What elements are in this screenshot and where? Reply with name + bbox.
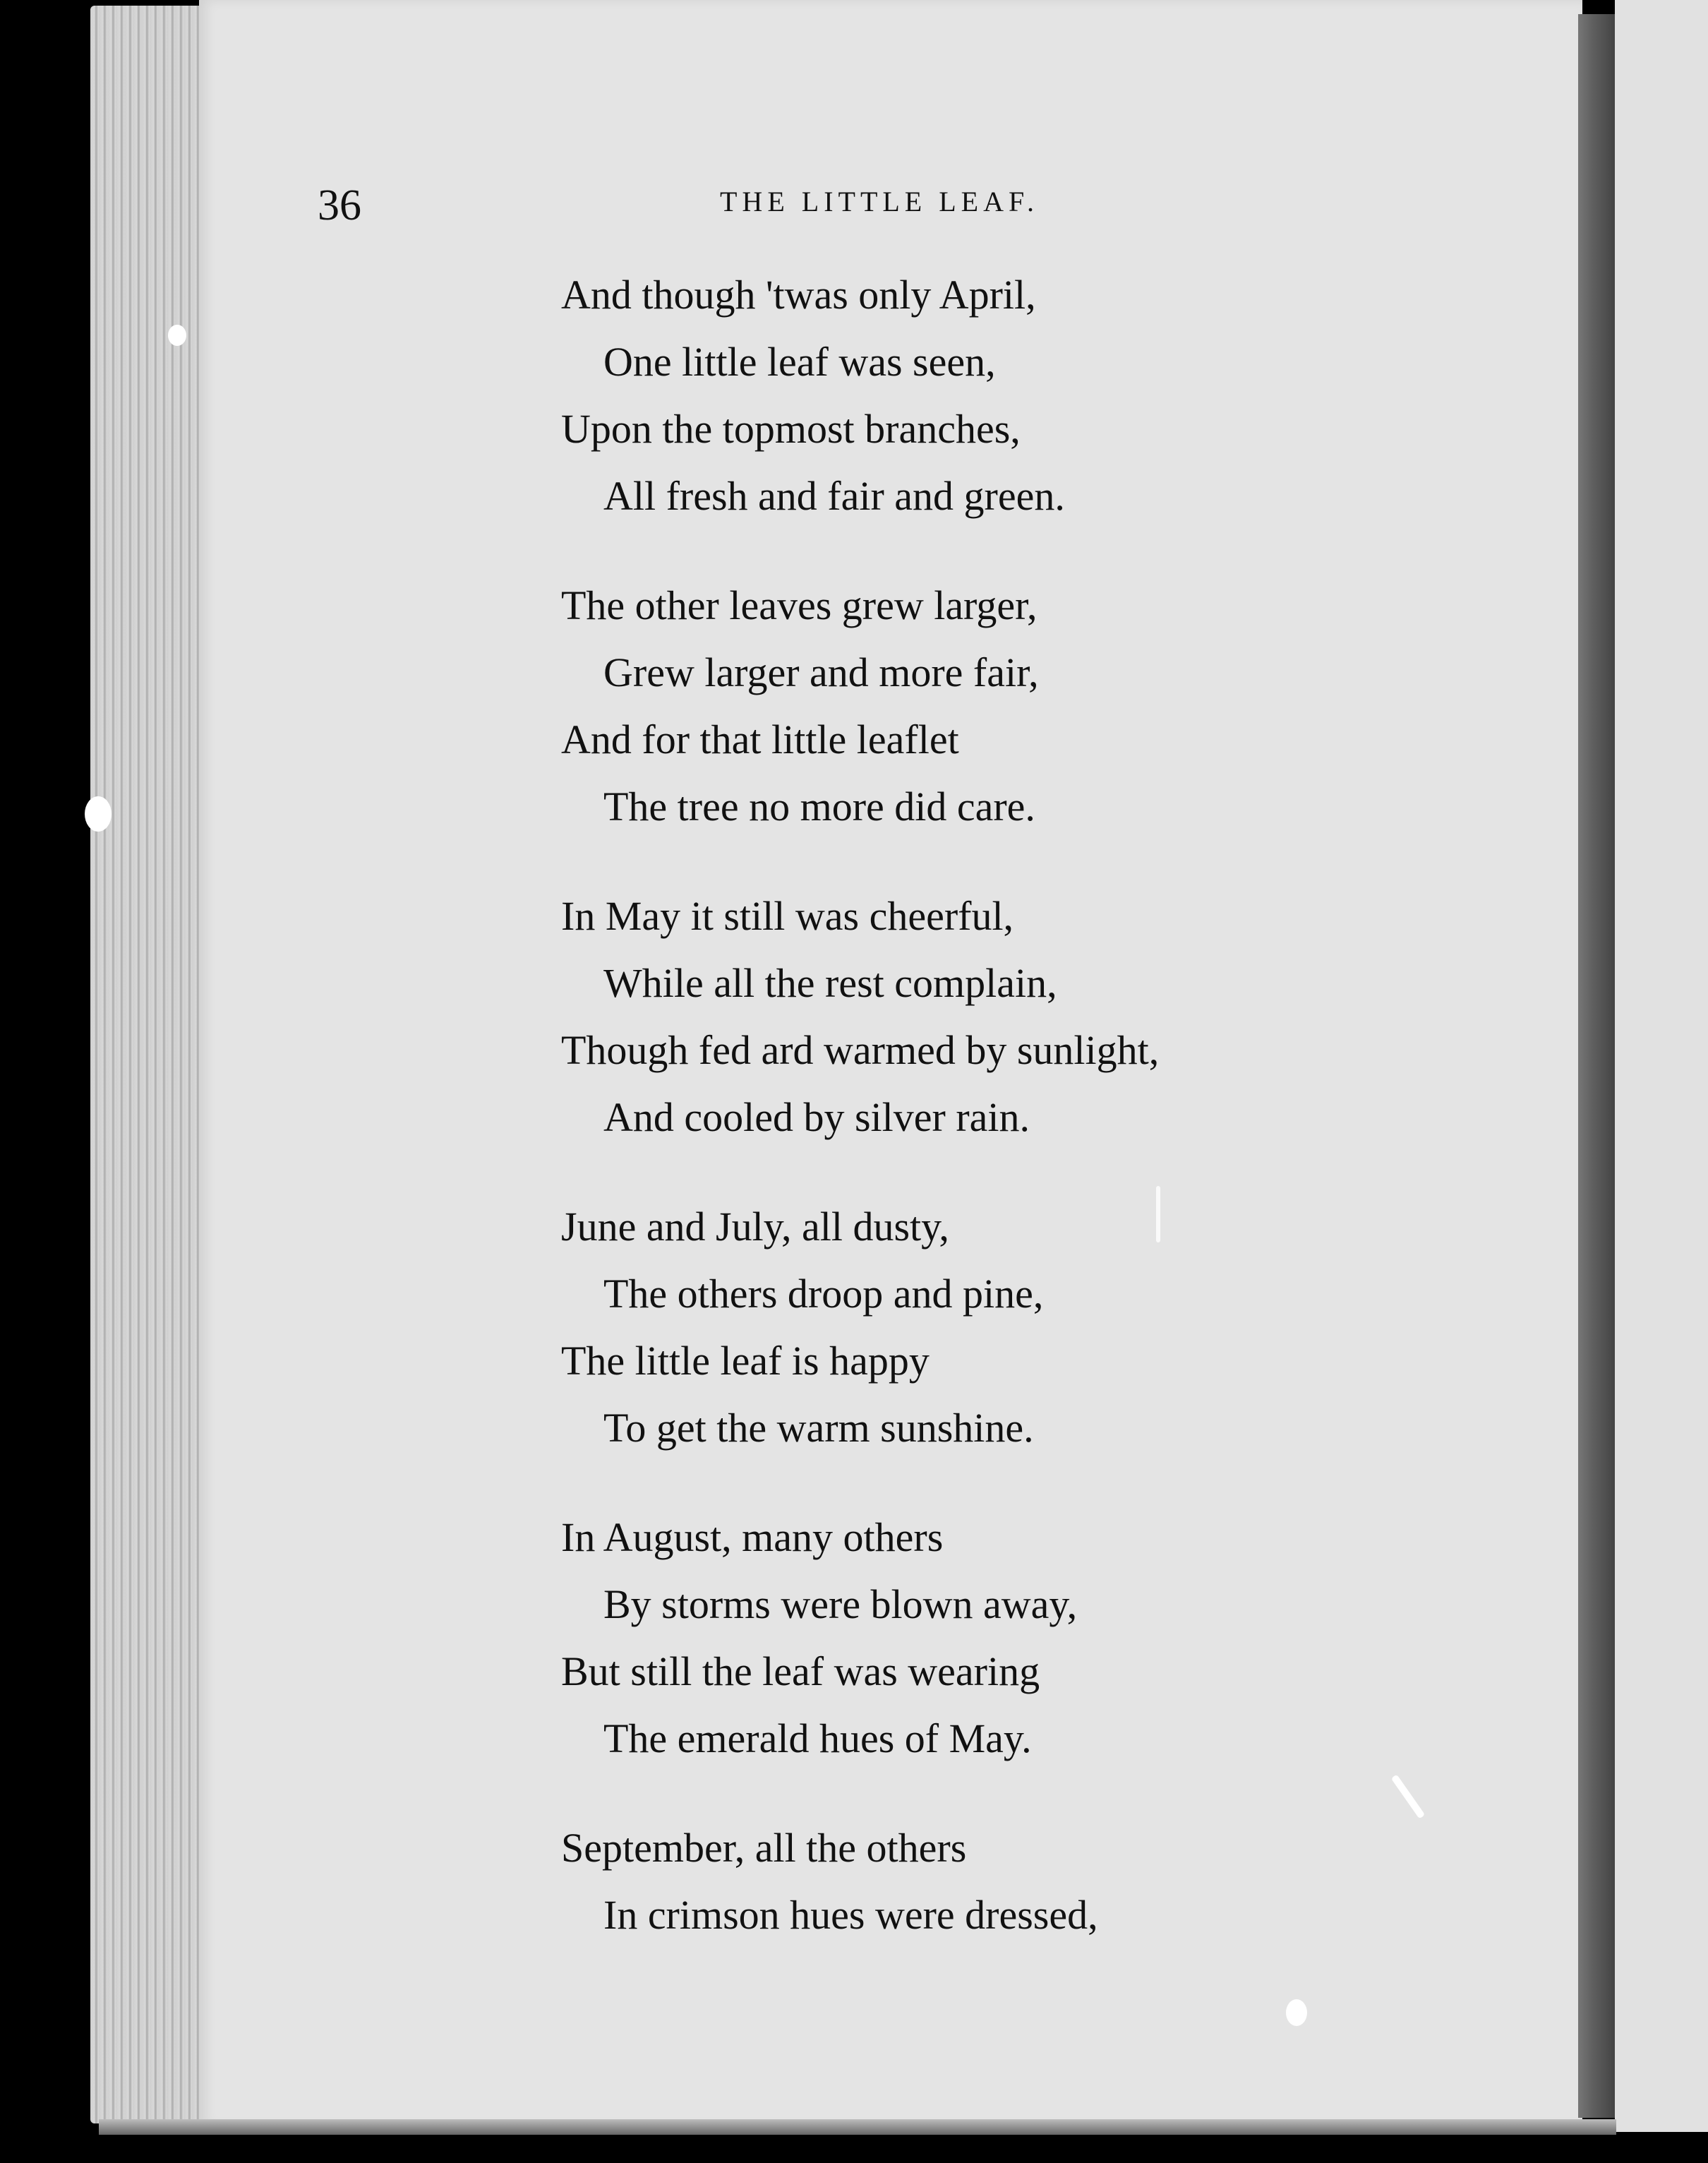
poem-body xyxy=(561,261,1408,1991)
stanza xyxy=(561,572,1408,840)
poem-line: June and July, all dusty, xyxy=(561,1204,949,1250)
page-number: 36 xyxy=(318,181,361,229)
poem-line: The other leaves grew larger, xyxy=(561,582,1038,628)
poem-line: The others droop and pine, xyxy=(603,1271,1044,1317)
poem-line: By storms were blown away, xyxy=(603,1581,1078,1627)
poem-line: And for that little leaflet xyxy=(561,717,959,762)
stanza xyxy=(561,1814,1408,1948)
page-edges xyxy=(90,6,210,2123)
stanza xyxy=(561,882,1408,1151)
poem-line: And though 'twas only April, xyxy=(561,272,1036,318)
stanza xyxy=(561,1193,1408,1461)
stanza xyxy=(561,261,1408,529)
poem-line: The tree no more did care. xyxy=(603,784,1035,829)
book-gutter xyxy=(1578,14,1615,2118)
poem-line: And cooled by silver rain. xyxy=(603,1094,1030,1140)
poem-line: September, all the others xyxy=(561,1825,967,1871)
poem-line: All fresh and fair and green. xyxy=(603,473,1065,519)
poem-line: The little leaf is happy xyxy=(561,1338,930,1384)
right-page-edge xyxy=(1615,0,1708,2132)
poem-line: Grew larger and more fair, xyxy=(603,649,1039,695)
poem-line: One little leaf was seen, xyxy=(603,339,996,385)
page-bottom-edge xyxy=(99,2119,1616,2135)
poem-line: In crimson hues were dressed, xyxy=(603,1892,1098,1938)
scan-speck xyxy=(1156,1186,1160,1242)
poem-line: Upon the topmost branches, xyxy=(561,406,1021,452)
poem-line: The emerald hues of May. xyxy=(603,1715,1032,1761)
poem-line: To get the warm sunshine. xyxy=(603,1405,1034,1451)
running-head: THE LITTLE LEAF. xyxy=(720,186,1040,217)
poem-line: In May it still was cheerful, xyxy=(561,893,1014,939)
poem-line: But still the leaf was wearing xyxy=(561,1648,1040,1694)
scan-speck xyxy=(168,325,186,346)
poem-line: While all the rest complain, xyxy=(603,960,1057,1006)
poem-line: Though fed ard warmed by sunlight, xyxy=(561,1027,1160,1073)
scan-speck xyxy=(85,796,112,832)
stanza xyxy=(561,1504,1408,1772)
scan-speck xyxy=(1286,1999,1307,2026)
poem-line: In August, many others xyxy=(561,1514,944,1560)
